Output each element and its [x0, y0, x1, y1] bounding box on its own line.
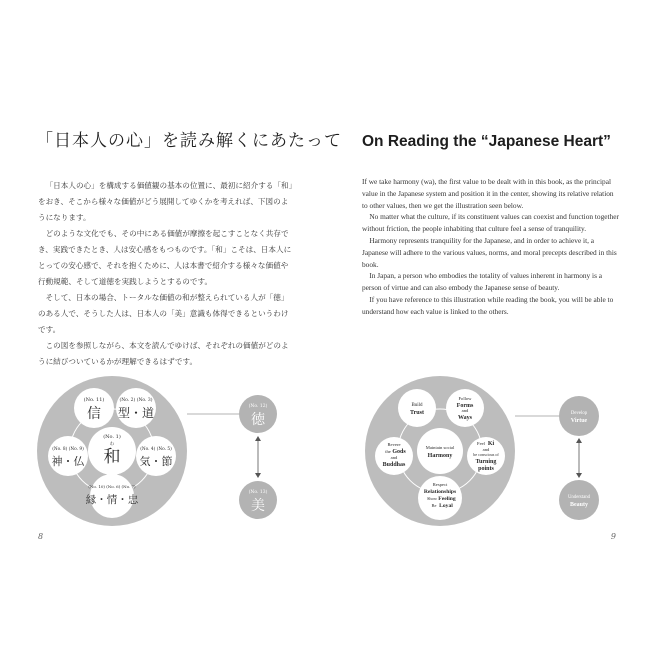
diagram-label: (No. 8) (No. 9) — [52, 447, 84, 452]
diagram-text: Revere — [387, 442, 401, 447]
diagram-label: (No. 12) — [248, 404, 268, 409]
diagram-word: 信 — [87, 406, 101, 422]
diagram-text: Maintain social — [425, 445, 455, 450]
diagram-label: (No. 4) (No. 5) — [140, 447, 172, 452]
english-paragraph: If you have reference to this illustration while reading the book, you will be able to understand how each value is linked to the others. — [362, 294, 614, 316]
diagram-word: Trust — [410, 410, 424, 416]
diagram-word: 神・仏 — [51, 455, 85, 468]
english-paragraph: No matter what the culture, if its constituent values can coexist and function together without friction, the people inhabiting that culture feel a sense of tranquility. — [362, 212, 619, 234]
side-circle-virtue — [559, 396, 599, 436]
diagram-word: Gods — [392, 449, 406, 455]
diagram-word: 気・節 — [139, 455, 173, 468]
side-circle-beauty — [559, 480, 599, 520]
diagram-text: Build — [411, 403, 423, 408]
diagram-word: Turning — [475, 459, 497, 465]
japanese-paragraph: 「日本人の心」を構成する価値観の基本の位置に、最初に紹介する「和」をおき、そこから様々な価値がどう展開してゆくかを考えれば、下図のようになります。 — [38, 181, 293, 222]
english-values-diagram — [364, 376, 634, 526]
diagram-text: and — [390, 455, 398, 460]
diagram-word: 徳 — [251, 412, 265, 428]
diagram-text: Show — [426, 496, 438, 501]
japanese-paragraph: この図を参照しながら、本文を読んでゆけば、それぞれの価値がどのように結びついているかが理解できるはずです。 — [38, 341, 289, 366]
english-paragraph: In Japan, a person who embodies the totality of values inherent in harmony is a person of virtue and can also embody the Japanese sense of beauty. — [362, 271, 603, 293]
diagram-word: Relationships — [423, 489, 457, 495]
diagram-text: and — [461, 408, 469, 413]
diagram-word: Buddhas — [382, 462, 406, 468]
value-circle-trust — [398, 389, 436, 427]
diagram-text: be conscious of — [473, 452, 499, 457]
page-number-left: 8 — [38, 532, 44, 541]
diagram-text: Feel — [477, 441, 485, 446]
diagram-word: Forms — [456, 403, 474, 409]
diagram-word: 型・道 — [117, 406, 155, 420]
diagram-label: (No. 10) (No. 6) (No. 7) — [88, 484, 136, 489]
diagram-label: (No. 11) — [83, 397, 105, 403]
page-number-right: 9 — [610, 532, 616, 541]
english-paragraph: If we take harmony (wa), the first value to be dealt with in this book, as the principal value in the Japanese system and position it in the center, showing its relative relation to other values, then we get the illustration seen below. — [362, 177, 614, 210]
japanese-values-diagram — [36, 376, 321, 526]
diagram-text: the — [385, 449, 391, 454]
diagram-word: points — [478, 466, 494, 472]
diagram-label: (No. 13) — [248, 490, 268, 495]
diagram-label: (No. 1) — [103, 434, 121, 440]
diagram-furigana: わ — [109, 442, 115, 447]
diagram-label: (No. 2) (No. 3) — [119, 398, 153, 403]
diagram-word: Ways — [457, 415, 473, 421]
english-body — [362, 176, 620, 318]
diagram-word: 美 — [251, 498, 265, 514]
diagram-word: Ki — [487, 441, 495, 447]
japanese-title: 「日本人の心」を読み解くにあたって — [36, 131, 342, 151]
diagram-word: 縁・情・忠 — [85, 494, 139, 506]
diagram-text: Respect — [432, 482, 448, 487]
diagram-word: Loyal — [439, 503, 453, 509]
diagram-word: Harmony — [427, 453, 453, 459]
diagram-text: and — [482, 447, 490, 452]
diagram-word: Feeling — [438, 496, 456, 502]
right-page — [325, 0, 650, 650]
diagram-word: Beauty — [570, 502, 588, 508]
diagram-word: Virtue — [570, 418, 588, 424]
value-circle-harmony — [417, 428, 463, 474]
japanese-body — [38, 178, 294, 370]
japanese-paragraph: そして、日本の場合、トータルな価値の和が整えられている人が「徳」のある人で、そうした人は、日本人の「美」意識も体得できるというわけです。 — [38, 293, 289, 334]
diagram-text: Follow — [458, 396, 472, 401]
diagram-text: Be — [431, 503, 437, 508]
japanese-paragraph: どのような文化でも、その中にある価値が摩擦を起こすことなく共存でき、実践できたとき、人は安心感をもつものです。「和」こそは、日本人にとっての安心感で、それを抱くために、人は本書で紹介する様々な価値や行動規範、そして道徳を実践しようとするのです。 — [38, 229, 292, 286]
diagram-text: Understand — [567, 495, 591, 500]
english-title: On Reading the “Japanese Heart” — [362, 133, 611, 150]
diagram-center-word: 和 — [103, 447, 121, 467]
english-paragraph: Harmony represents tranquility for the Japanese, and in order to achieve it, a Japanese will adhere to the various values, norms, and moral precepts described in this book. — [362, 235, 617, 269]
diagram-text: Develop — [570, 411, 588, 416]
